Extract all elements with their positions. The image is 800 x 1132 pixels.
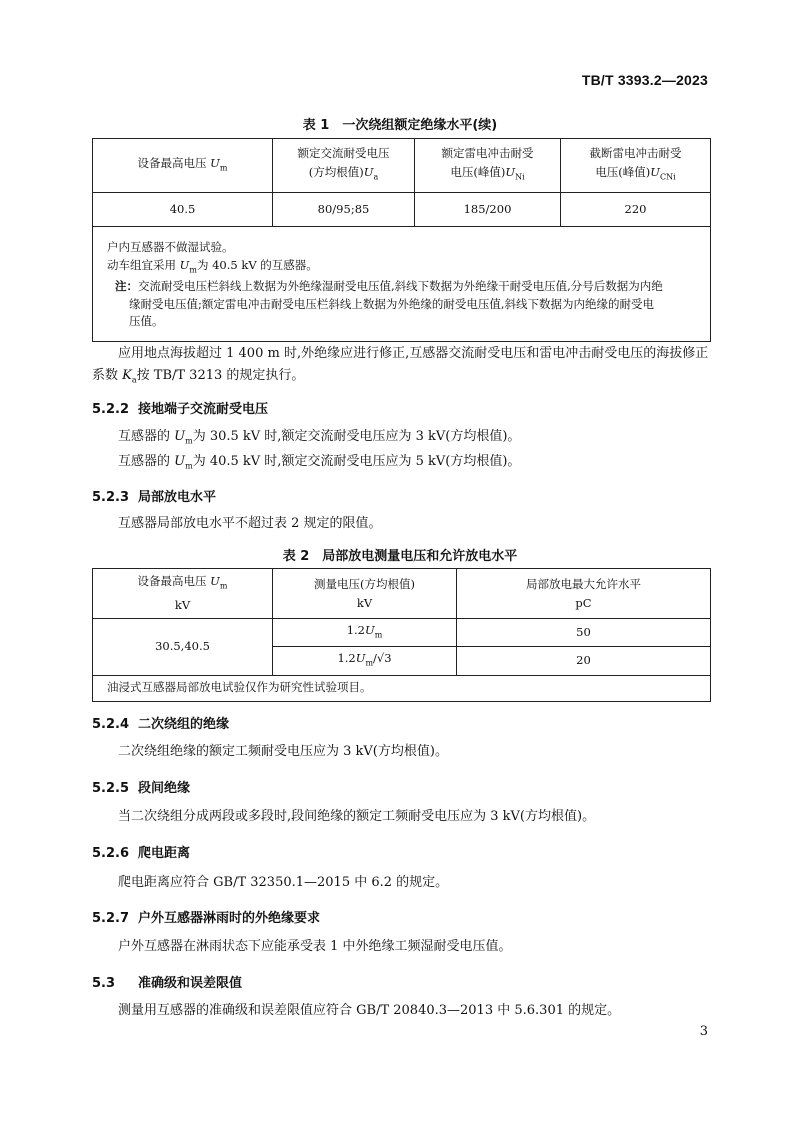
table2-header-max-voltage: 设备最高电压 $U_m$ kV bbox=[93, 569, 273, 619]
table2-cell-voltage: 30.5,40.5 bbox=[93, 619, 273, 676]
table2-notes-row bbox=[93, 675, 711, 701]
table1-notes-row bbox=[93, 227, 711, 342]
section-heading-5-2-2: 5.2.2 接地端子交流耐受电压 bbox=[92, 402, 269, 417]
table2-header-max-pd-level: 局部放电最大允许水平 pC bbox=[457, 569, 711, 619]
table-row bbox=[93, 619, 711, 647]
paragraph-5-2-2-2: 互感器的 $U_m$为 40.5 kV 时,额定交流耐受电压应为 5 kV(方均根值)。 bbox=[118, 454, 521, 471]
paragraph-5-2-6: 爬电距离应符合 GB/T 32350.1—2015 中 6.2 的规定。 bbox=[118, 875, 449, 890]
table2-cell-measure-1: $1.2U_m$ bbox=[273, 619, 457, 647]
paragraph-5-2-4: 二次绕组绝缘的额定工频耐受电压应为 3 kV(方均根值)。 bbox=[118, 744, 448, 759]
table2-caption: 表 2 局部放电测量电压和允许放电水平 bbox=[282, 549, 518, 564]
table2-note: 油浸式互感器局部放电试验仅作为研究性试验项目。 bbox=[93, 675, 711, 701]
paragraph-5-2-5: 当二次绕组分成两段或多段时,段间绝缘的额定工频耐受电压应为 3 kV(方均根值)。 bbox=[118, 809, 596, 824]
table1-cell-ac-withstand: 80/95;85 bbox=[273, 193, 415, 227]
paragraph-5-2-3: 互感器局部放电水平不超过表 2 规定的限值。 bbox=[118, 516, 382, 531]
table1-caption: 表 1 一次绕组额定绝缘水平(续) bbox=[302, 118, 498, 133]
table2-cell-measure-2: $1.2U_m/√3$ bbox=[273, 647, 457, 675]
table1-cell-lightning-impulse: 185/200 bbox=[415, 193, 561, 227]
paragraph-altitude-correction: 应用地点海拔超过 1 400 m 时,外绝缘应进行修正,互感器交流耐受电压和雷电冲击耐受电压的海拔修正系数 $K_a$按 TB/T 3213 的规定执行。 bbox=[92, 346, 709, 385]
page-number: 3 bbox=[699, 1024, 708, 1039]
table1-note-emu: 动车组宜采用 $U_m$为 40.5 kV 的互感器。 bbox=[107, 257, 318, 274]
table1-note-remark: 注：交流耐受电压栏斜线上数据为外绝缘湿耐受电压值,斜线下数据为外绝缘干耐受电压值,分号后数据为内绝 bbox=[115, 279, 663, 294]
paragraph-5-3: 测量用互感器的准确级和误差限值应符合 GB/T 20840.3—2013 中 5.6.301 的规定。 bbox=[118, 1003, 621, 1018]
table2-header-row bbox=[93, 569, 711, 619]
section-heading-5-2-5: 5.2.5 段间绝缘 bbox=[92, 781, 191, 796]
table-row bbox=[93, 193, 711, 227]
table2-cell-level-2: 20 bbox=[457, 647, 711, 675]
table2 bbox=[92, 568, 711, 702]
section-heading-5-2-7: 5.2.7 户外互感器淋雨时的外绝缘要求 bbox=[92, 911, 321, 926]
table2-header-measuring-voltage: 测量电压(方均根值) kV bbox=[273, 569, 457, 619]
table1-header-max-voltage: 设备最高电压 $U_m$ bbox=[93, 139, 273, 193]
table1-header-row bbox=[93, 139, 711, 193]
document-id: TB/T 3393.2—2023 bbox=[581, 72, 708, 88]
paragraph-5-2-7: 户外互感器在淋雨状态下应能承受表 1 中外绝缘工频湿耐受电压值。 bbox=[118, 939, 512, 954]
table1-header-chopped-impulse: 截断雷电冲击耐受 电压(峰值)$U_{CNi}$ bbox=[561, 139, 711, 193]
paragraph-5-2-2-1: 互感器的 $U_m$为 30.5 kV 时,额定交流耐受电压应为 3 kV(方均根值)。 bbox=[118, 429, 521, 446]
section-heading-5-3: 5.3 准确级和误差限值 bbox=[92, 976, 243, 991]
table1-notes: 户内互感器不做湿试验。 动车组宜采用 $U_m$为 40.5 kV 的互感器。 注：交流耐受电压栏斜线上数据为外绝缘湿耐受电压值,斜线下数据为外绝缘干耐受电压值,分号后数据为内绝 缘耐受电压值;额定雷电冲击耐受电压栏斜线上数据为外绝缘的耐受电压值,斜线下数据为内绝缘的耐受电 压值。 bbox=[93, 227, 711, 342]
table2-cell-level-1: 50 bbox=[457, 619, 711, 647]
table1-header-lightning-impulse: 额定雷电冲击耐受 电压(峰值)$U_{Ni}$ bbox=[415, 139, 561, 193]
table1 bbox=[92, 138, 711, 342]
table1-note-indoor: 户内互感器不做湿试验。 bbox=[107, 240, 234, 255]
table1-cell-chopped-impulse: 220 bbox=[561, 193, 711, 227]
section-heading-5-2-6: 5.2.6 爬电距离 bbox=[92, 846, 191, 861]
section-heading-5-2-4: 5.2.4 二次绕组的绝缘 bbox=[92, 717, 230, 732]
table1-cell-max-voltage: 40.5 bbox=[93, 193, 273, 227]
table1-header-ac-withstand: 额定交流耐受电压 (方均根值)$U_a$ bbox=[273, 139, 415, 193]
section-heading-5-2-3: 5.2.3 局部放电水平 bbox=[92, 490, 217, 505]
